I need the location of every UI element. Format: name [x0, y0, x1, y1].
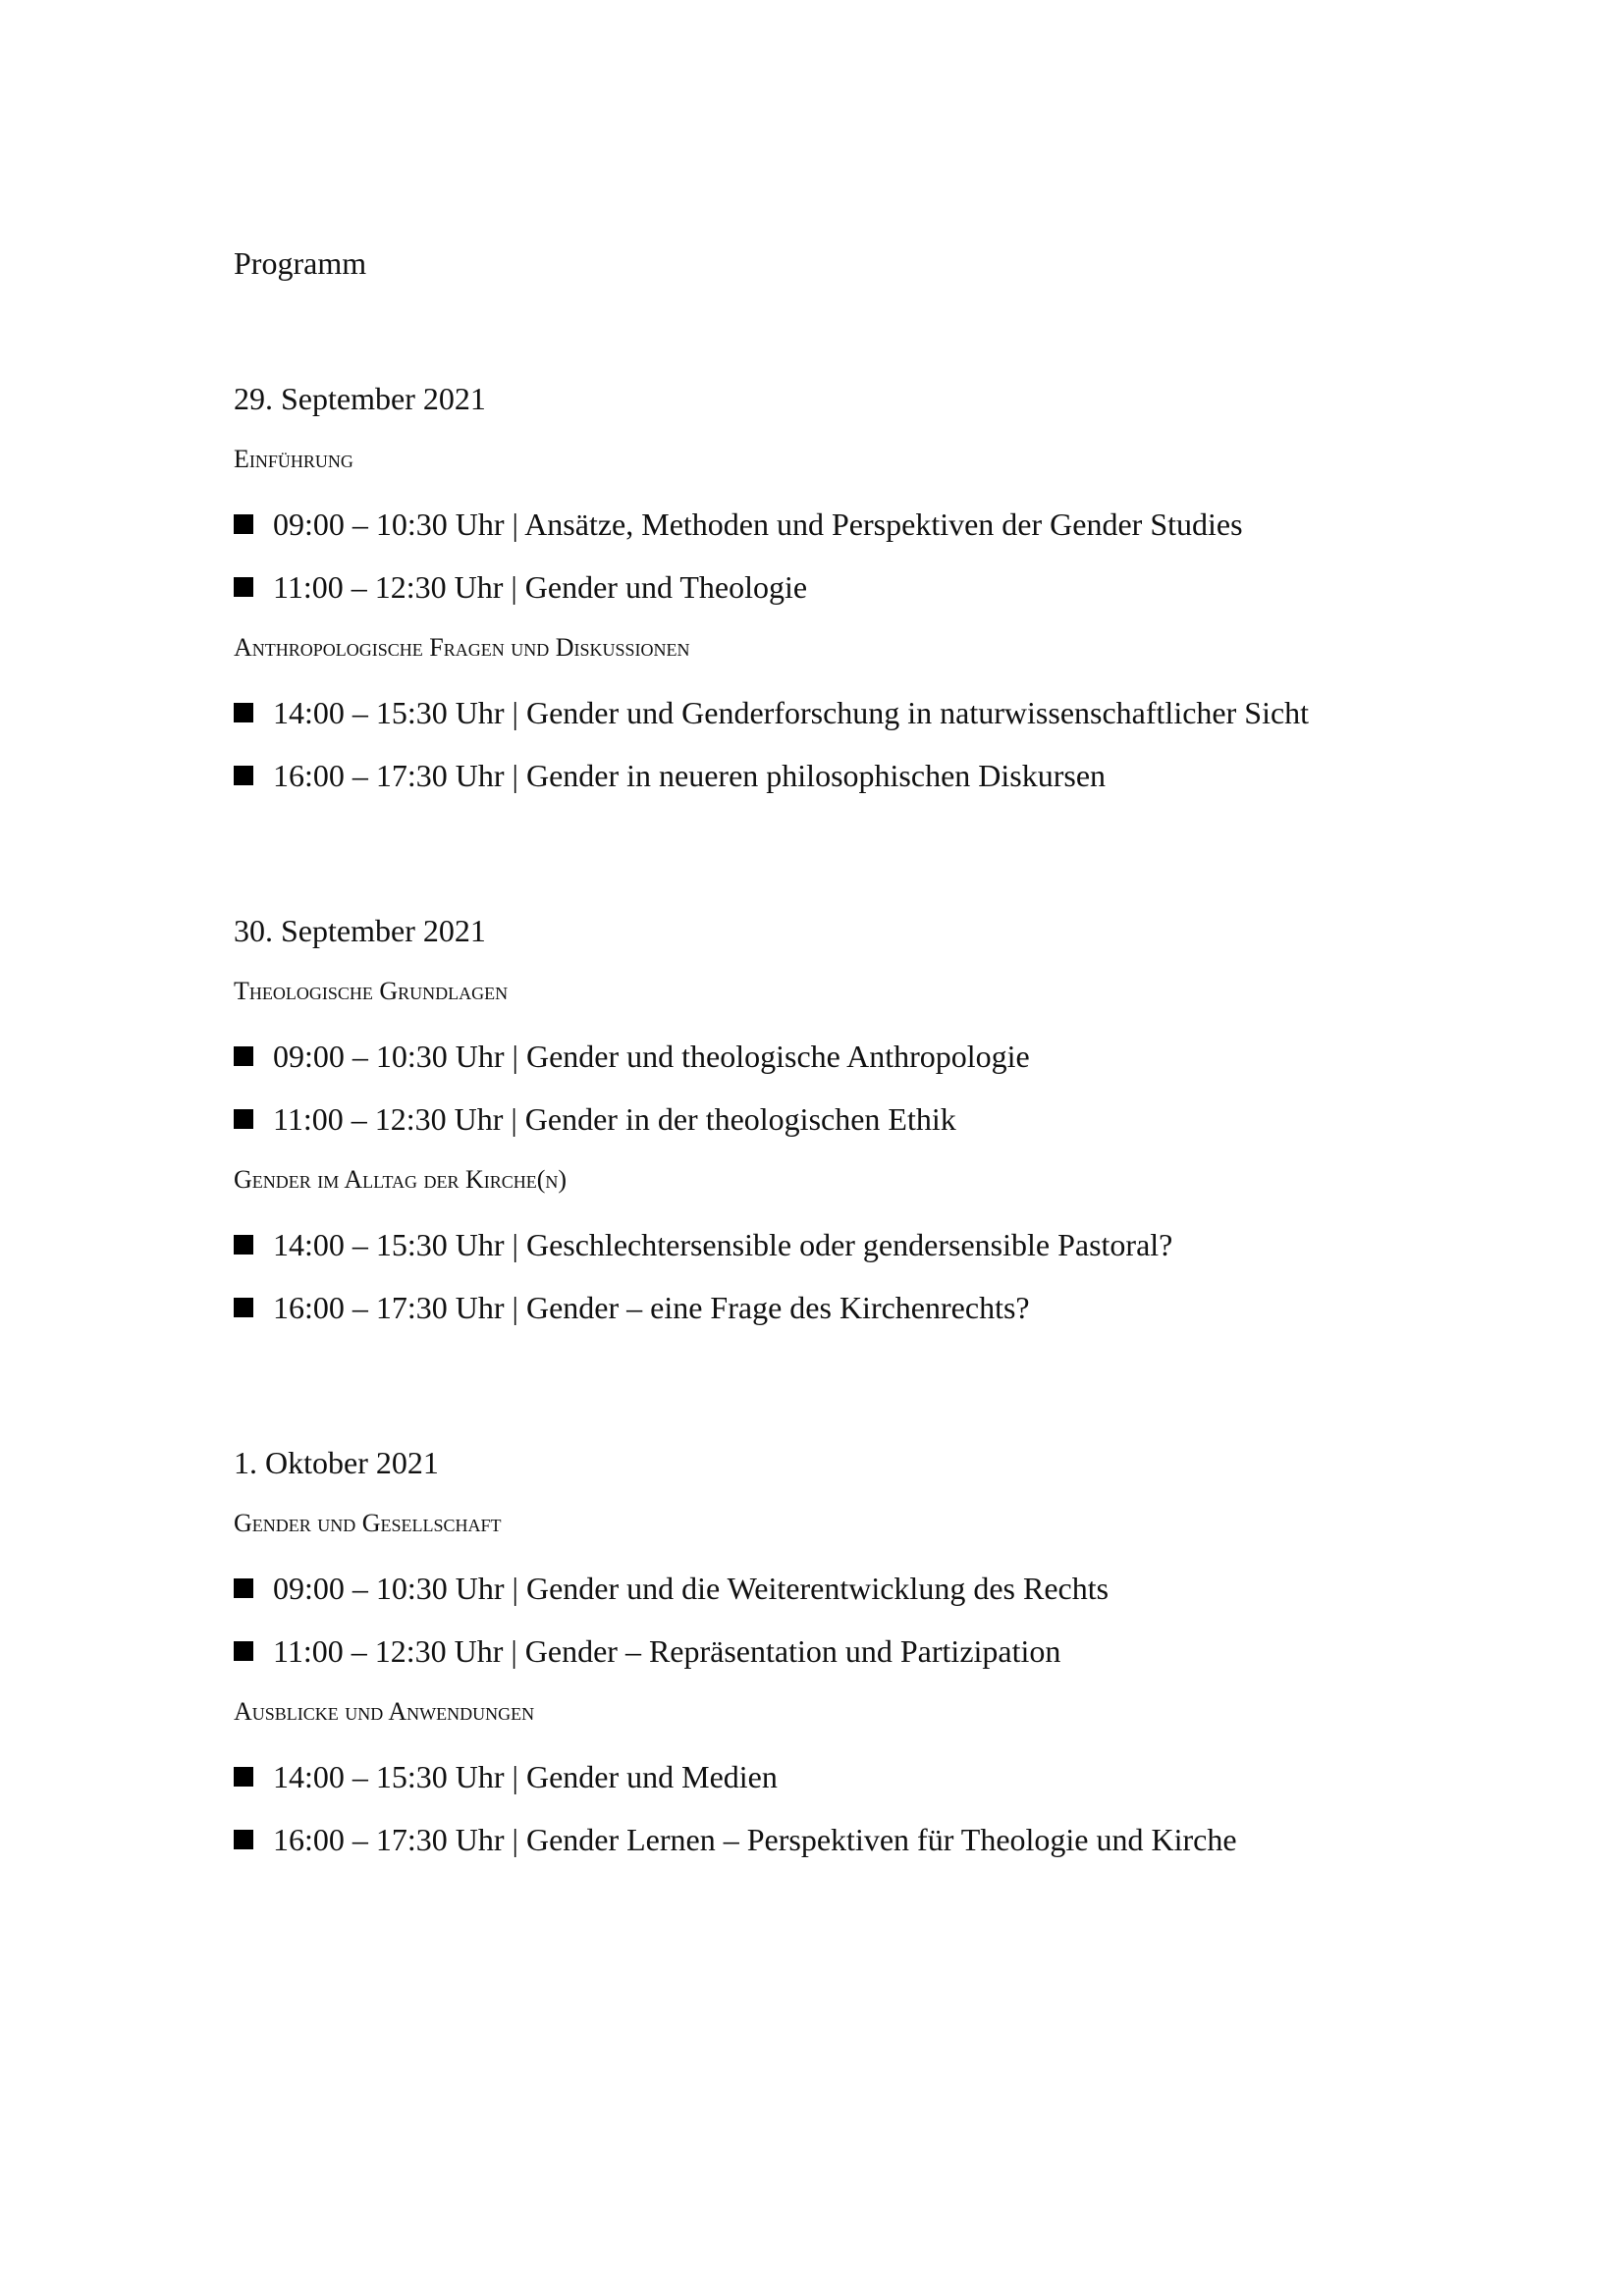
session-text: 09:00 – 10:30 Uhr | Ansätze, Methoden und Perspektiven der Gender Studies — [273, 507, 1243, 542]
session-text: 14:00 – 15:30 Uhr | Gender und Medien — [273, 1759, 778, 1794]
session-item — [234, 567, 1412, 607]
session-item — [234, 1820, 1412, 1859]
session-text: 16:00 – 17:30 Uhr | Gender in neueren philosophischen Diskursen — [273, 758, 1107, 793]
day-block — [234, 379, 1412, 795]
session-item — [234, 1569, 1412, 1608]
section-heading: Theologische Grundlagen — [234, 977, 509, 1005]
program-page — [234, 243, 1412, 1975]
session-item — [234, 756, 1412, 795]
square-bullet-icon — [234, 514, 253, 534]
day-block — [234, 1443, 1412, 1859]
square-bullet-icon — [234, 1830, 253, 1849]
section-heading: Einführung — [234, 445, 353, 473]
session-text: 16:00 – 17:30 Uhr | Gender Lernen – Perspektiven für Theologie und Kirche — [273, 1822, 1237, 1857]
session-text: 11:00 – 12:30 Uhr | Gender – Repräsentation und Partizipation — [273, 1633, 1061, 1669]
section-heading: Ausblicke und Anwendungen — [234, 1697, 535, 1726]
session-item — [234, 1099, 1412, 1139]
section-heading: Anthropologische Fragen und Diskussionen — [234, 633, 690, 662]
section-heading: Gender im Alltag der Kirche(n) — [234, 1165, 568, 1194]
session-text: 09:00 – 10:30 Uhr | Gender und theologische Anthropologie — [273, 1039, 1030, 1074]
square-bullet-icon — [234, 1109, 253, 1129]
session-text: 09:00 – 10:30 Uhr | Gender und die Weiterentwicklung des Rechts — [273, 1571, 1110, 1606]
day-block — [234, 911, 1412, 1327]
session-item — [234, 1037, 1412, 1076]
session-item — [234, 1288, 1412, 1327]
session-text: 11:00 – 12:30 Uhr | Gender und Theologie — [273, 569, 808, 605]
session-item — [234, 1631, 1412, 1671]
session-text: 14:00 – 15:30 Uhr | Geschlechtersensible oder gendersensible Pastoral? — [273, 1227, 1173, 1262]
session-text: 11:00 – 12:30 Uhr | Gender in der theologischen Ethik — [273, 1101, 956, 1137]
day-date: 29. September 2021 — [234, 381, 486, 416]
square-bullet-icon — [234, 766, 253, 785]
session-text: 14:00 – 15:30 Uhr | Gender und Genderforschung in naturwissenschaftlicher Sicht — [273, 695, 1310, 730]
square-bullet-icon — [234, 1235, 253, 1255]
square-bullet-icon — [234, 1578, 253, 1598]
session-item — [234, 505, 1412, 544]
square-bullet-icon — [234, 1298, 253, 1317]
section-heading: Gender und Gesellschaft — [234, 1509, 502, 1537]
page-title: Programm — [234, 245, 367, 281]
session-item — [234, 693, 1412, 732]
session-item — [234, 1757, 1412, 1796]
square-bullet-icon — [234, 1767, 253, 1787]
day-date: 1. Oktober 2021 — [234, 1445, 439, 1480]
session-item — [234, 1225, 1412, 1264]
day-date: 30. September 2021 — [234, 913, 486, 948]
square-bullet-icon — [234, 1641, 253, 1661]
session-text: 16:00 – 17:30 Uhr | Gender – eine Frage des Kirchenrechts? — [273, 1290, 1030, 1325]
square-bullet-icon — [234, 577, 253, 597]
square-bullet-icon — [234, 1046, 253, 1066]
square-bullet-icon — [234, 703, 253, 722]
